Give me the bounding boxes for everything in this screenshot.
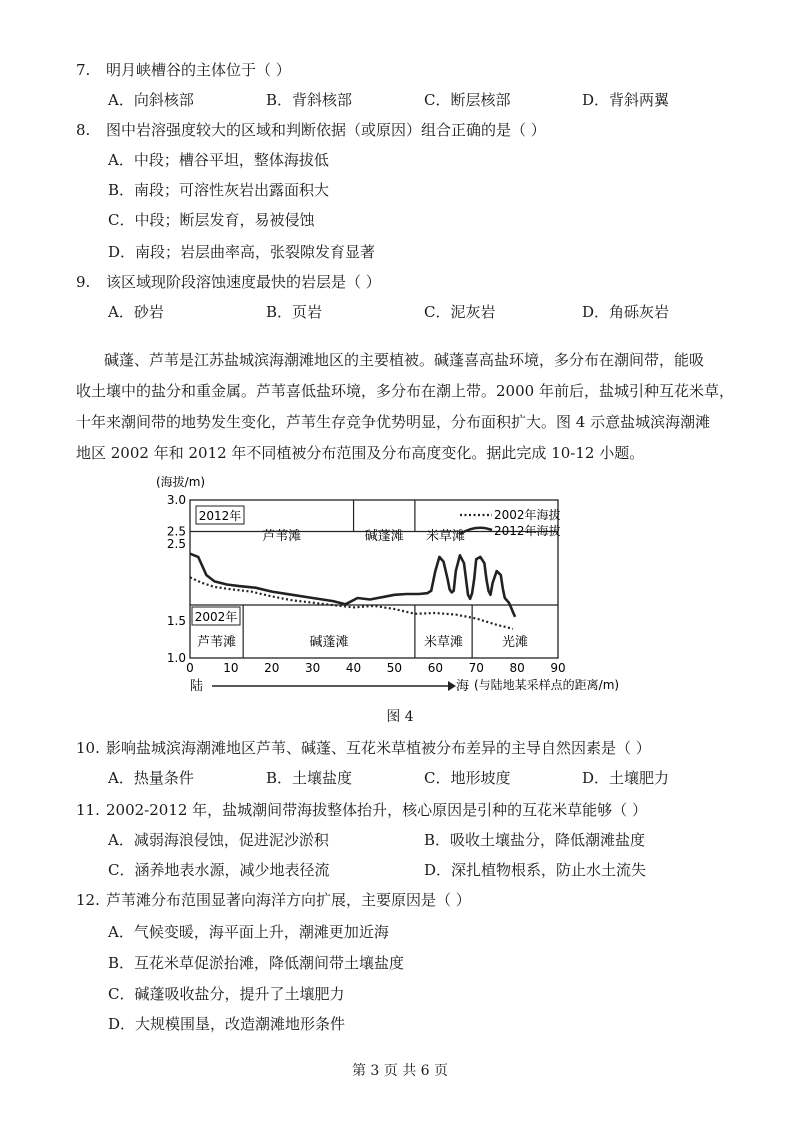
question-stem: 明月峡槽谷的主体位于（ ） <box>106 61 291 79</box>
y-tick-label: 2.5 <box>166 537 186 551</box>
page-footer: 第 3 页 共 6 页 <box>351 1063 449 1079</box>
question-8 <box>76 120 546 140</box>
zone-2012-label: 米草滩 <box>426 529 466 544</box>
x-tick-label: 0 <box>186 661 194 675</box>
zone-2002-label: 光滩 <box>502 635 529 650</box>
x-tick-label: 30 <box>305 661 321 675</box>
option-c: C．碱蓬吸收盐分，提升了土壤肥力 <box>108 985 345 1003</box>
question-stem: 图中岩溶强度较大的区域和判断依据（或原因）组合正确的是（ ） <box>106 121 546 139</box>
legend-2002-label: 2002年海拔 <box>494 508 561 522</box>
question-stem: 芦苇滩分布范围显著向海洋方向扩展，主要原因是（ ） <box>106 891 471 909</box>
zone-2012-label: 芦苇滩 <box>262 529 302 544</box>
option-a: A．砂岩 <box>108 303 164 321</box>
x-axis-label: (与陆地某采样点的距离/m) <box>474 678 620 692</box>
option-a: A．热量条件 <box>108 769 194 787</box>
x-tick-label: 20 <box>264 661 280 675</box>
option-b: B．页岩 <box>266 303 323 321</box>
x-tick-label: 60 <box>427 661 443 675</box>
zone-2002-label: 碱蓬滩 <box>309 635 349 650</box>
option-b: B．互花米草促淤抬滩，降低潮间带土壤盐度 <box>108 954 405 972</box>
option-c: C．断层核部 <box>424 91 511 109</box>
passage-line-2: 收土壤中的盐分和重金属。芦苇喜低盐环境，多分布在潮上带。2000 年前后，盐城引种互花米草， <box>76 382 734 400</box>
passage-line-1: 碱蓬、芦苇是江苏盐城滨海潮滩地区的主要植被。碱蓬喜高盐环境，多分布在潮间带，能吸 <box>104 351 705 369</box>
y-tick-label: 1.5 <box>166 614 186 628</box>
option-c: C．泥灰岩 <box>424 303 496 321</box>
option-b: B．背斜核部 <box>266 91 353 109</box>
figure-4-chart <box>150 468 690 700</box>
y-tick-label: 1.0 <box>166 651 186 665</box>
option-c: C．涵养地表水源，减少地表径流 <box>108 861 330 879</box>
zone-2002-label: 芦苇滩 <box>197 635 237 650</box>
option-a: A．向斜核部 <box>108 91 194 109</box>
question-11 <box>76 800 647 820</box>
question-number: 11. <box>76 801 100 819</box>
option-d: D．角砾灰岩 <box>582 303 670 321</box>
x-tick-label: 40 <box>345 661 362 675</box>
sea-label: 海 <box>456 679 470 694</box>
option-b: B．南段；可溶性灰岩出露面积大 <box>108 181 330 199</box>
question-stem: 该区域现阶段溶蚀速度最快的岩层是（ ） <box>106 273 381 291</box>
passage-line-4: 地区 2002 年和 2012 年不同植被分布范围及分布高度变化。据此完成 10-12 小题。 <box>76 444 645 462</box>
legend-2012-label: 2012年海拔 <box>494 524 561 538</box>
x-tick-label: 50 <box>386 661 403 675</box>
option-a: A．中段；槽谷平坦，整体海拔低 <box>108 151 329 169</box>
option-d: D．土壤肥力 <box>582 769 670 787</box>
land-label: 陆 <box>190 679 204 694</box>
passage-line-3: 十年来潮间带的地势发生变化，芦苇生存竞争优势明显，分布面积扩大。图 4 示意盐城滨海潮滩 <box>76 413 711 431</box>
question-number: 8. <box>76 121 91 139</box>
y-tick-label: 2.5 <box>166 524 186 539</box>
option-d: D．南段；岩层曲率高，张裂隙发育显著 <box>108 243 376 261</box>
question-number: 7. <box>76 61 91 79</box>
question-10 <box>76 738 651 758</box>
question-number: 10. <box>76 739 100 757</box>
x-tick-label: 90 <box>550 661 566 675</box>
zone-2012-label: 碱蓬滩 <box>364 529 404 544</box>
question-9 <box>76 272 381 292</box>
option-c: C．中段；断层发育，易被侵蚀 <box>108 211 315 229</box>
question-number: 9. <box>76 273 91 291</box>
zone-2002-label: 米草滩 <box>424 635 464 650</box>
direction-arrow-head <box>448 681 456 691</box>
question-stem: 2002-2012 年，盐城潮间带海拔整体抬升，核心原因是引种的互花米草能够（ ） <box>106 801 647 819</box>
option-a: A．气候变暖，海平面上升，潮滩更加近海 <box>108 923 389 941</box>
option-c: C．地形坡度 <box>424 769 511 787</box>
question-number: 12. <box>76 891 100 909</box>
option-b: B．土壤盐度 <box>266 769 353 787</box>
question-stem: 影响盐城滨海潮滩地区芦苇、碱蓬、互花米草植被分布差异的主导自然因素是（ ） <box>106 739 651 757</box>
y-axis-label: (海拔/m) <box>156 475 206 489</box>
box-2012-label: 2012年 <box>198 509 242 523</box>
option-a: A．减弱海浪侵蚀，促进泥沙淤积 <box>108 831 329 849</box>
y-tick-label: 3.0 <box>166 493 186 507</box>
option-d: D．深扎植物根系，防止水土流失 <box>424 861 647 879</box>
option-d: D．背斜两翼 <box>582 91 670 109</box>
figure-caption: 图 4 <box>386 709 414 725</box>
option-b: B．吸收土壤盐分，降低潮滩盐度 <box>424 831 646 849</box>
question-7 <box>76 60 291 80</box>
box-2002-label: 2002年 <box>194 610 238 624</box>
x-tick-label: 80 <box>509 661 525 675</box>
x-tick-label: 70 <box>468 661 484 675</box>
x-tick-label: 10 <box>223 661 239 675</box>
question-12 <box>76 890 471 910</box>
option-d: D．大规模围垦，改造潮滩地形条件 <box>108 1015 346 1033</box>
